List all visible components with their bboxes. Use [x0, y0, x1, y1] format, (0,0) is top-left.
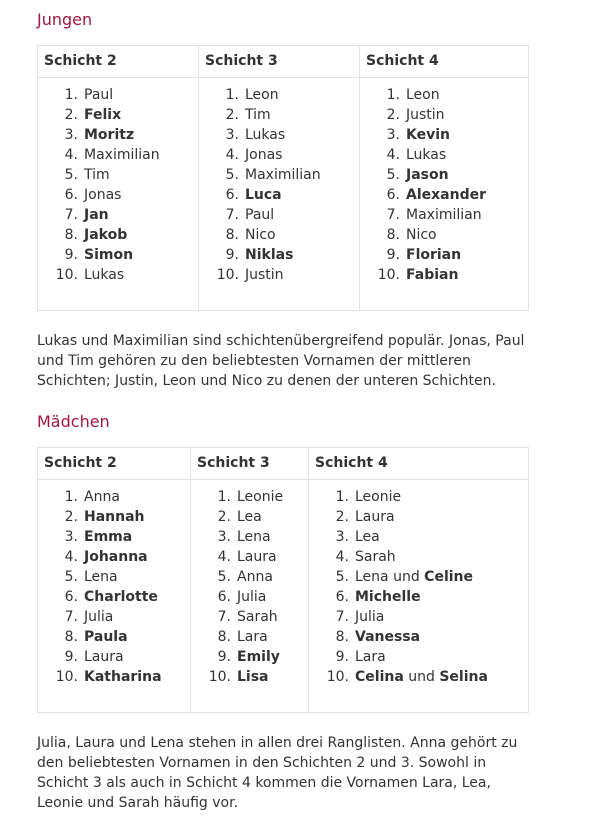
name-text: Laura: [84, 649, 124, 665]
rank-number: 4.: [225, 147, 239, 163]
rank-number: 5.: [217, 569, 231, 585]
rank-number: 1.: [225, 87, 239, 103]
name-text: Lara: [355, 649, 386, 665]
name-text: Lea: [237, 509, 262, 525]
boys-table-header-row: [38, 46, 529, 78]
rank-number: 4.: [217, 549, 231, 565]
rank-number: 5.: [335, 569, 349, 585]
rank-number: 1.: [386, 87, 400, 103]
list-item: [38, 547, 190, 567]
boys-name-list: [199, 85, 359, 285]
rank-number: 6.: [335, 589, 349, 605]
name-bold: Alexander: [406, 187, 486, 203]
list-item: [38, 205, 198, 225]
list-item: [38, 607, 190, 627]
name-bold: Selina: [439, 669, 488, 685]
girls-cell: [309, 480, 529, 713]
name-text: Sarah: [355, 549, 396, 565]
list-item: [309, 527, 528, 547]
rank-number: 3.: [225, 127, 239, 143]
list-item: [199, 145, 359, 165]
girls-col-header: Schicht 2: [38, 448, 191, 480]
list-item: [199, 85, 359, 105]
name-text: Leon: [245, 87, 279, 103]
rank-number: 4.: [64, 147, 78, 163]
list-item: [38, 145, 198, 165]
rank-number: 4.: [335, 549, 349, 565]
boys-table: [37, 45, 529, 311]
rank-number: 8.: [64, 227, 78, 243]
list-item: [38, 667, 190, 687]
list-item: [199, 125, 359, 145]
girls-col-header: Schicht 4: [309, 448, 529, 480]
list-item: [360, 185, 528, 205]
list-item: [38, 105, 198, 125]
rank-number: 9.: [335, 649, 349, 665]
rank-number: 7.: [64, 207, 78, 223]
name-text: Lena: [84, 569, 118, 585]
list-item: [360, 225, 528, 245]
list-item: [360, 105, 528, 125]
list-item: [309, 607, 528, 627]
rank-number: 9.: [64, 649, 78, 665]
rank-number: 10.: [216, 267, 239, 283]
rank-number: 1.: [64, 489, 78, 505]
rank-number: 5.: [225, 167, 239, 183]
girls-heading: Mädchen: [37, 412, 110, 431]
name-text: Leonie: [237, 489, 284, 505]
rank-number: 3.: [335, 529, 349, 545]
name-bold: Hannah: [84, 509, 145, 525]
list-item: [199, 165, 359, 185]
rank-number: 1.: [217, 489, 231, 505]
rank-number: 7.: [225, 207, 239, 223]
name-bold: Katharina: [84, 669, 162, 685]
list-item: [360, 165, 528, 185]
rank-number: 3.: [64, 529, 78, 545]
name-bold: Felix: [84, 107, 122, 123]
rank-number: 2.: [386, 107, 400, 123]
name-text: Lea: [355, 529, 380, 545]
rank-number: 2.: [64, 107, 78, 123]
list-item: [38, 487, 190, 507]
rank-number: 2.: [335, 509, 349, 525]
name-text: Anna: [237, 569, 273, 585]
name-text: Julia: [237, 589, 267, 605]
name-bold: Simon: [84, 247, 134, 263]
rank-number: 6.: [64, 589, 78, 605]
rank-number: 8.: [217, 629, 231, 645]
list-item: [191, 487, 308, 507]
rank-number: 5.: [64, 167, 78, 183]
name-bold: Jason: [406, 167, 449, 183]
name-text: Lukas: [245, 127, 286, 143]
list-item: [191, 507, 308, 527]
list-item: [191, 627, 308, 647]
boys-paragraph: Lukas und Maximilian sind schichtenübergreifend populär. Jonas, Paul und Tim gehören zu den beliebtesten Vornamen der mittleren Schichten; Justin, Leon und Nico zu denen der unteren Schichten.: [37, 333, 525, 389]
rank-number: 10.: [55, 669, 78, 685]
list-item: [360, 265, 528, 285]
name-text: Sarah: [237, 609, 278, 625]
rank-number: 10.: [208, 669, 231, 685]
girls-name-list: [309, 487, 528, 687]
list-item: [38, 647, 190, 667]
list-item: [38, 527, 190, 547]
rank-number: 1.: [64, 87, 78, 103]
name-text: Paul: [245, 207, 275, 223]
name-bold: Lisa: [237, 669, 269, 685]
girls-table: [37, 447, 529, 713]
list-item: [38, 185, 198, 205]
rank-number: 9.: [386, 247, 400, 263]
boys-col-header: Schicht 2: [38, 46, 199, 78]
name-bold: Kevin: [406, 127, 450, 143]
rank-number: 7.: [386, 207, 400, 223]
name-bold: Charlotte: [84, 589, 158, 605]
name-text: Lena: [237, 529, 271, 545]
rank-number: 2.: [225, 107, 239, 123]
girls-cell: [38, 480, 191, 713]
girls-name-list: [38, 487, 190, 687]
rank-number: 7.: [64, 609, 78, 625]
list-item: [38, 587, 190, 607]
list-item: [309, 667, 528, 687]
list-item: [360, 125, 528, 145]
list-item: [191, 607, 308, 627]
list-item: [38, 225, 198, 245]
rank-number: 5.: [386, 167, 400, 183]
rank-number: 3.: [386, 127, 400, 143]
list-item: [309, 547, 528, 567]
name-text: Jonas: [245, 147, 283, 163]
list-item: [360, 85, 528, 105]
list-item: [38, 567, 190, 587]
name-text: Lukas: [84, 267, 125, 283]
rank-number: 6.: [386, 187, 400, 203]
list-item: [38, 245, 198, 265]
list-item: [191, 587, 308, 607]
rank-number: 3.: [217, 529, 231, 545]
rank-number: 3.: [64, 127, 78, 143]
list-item: [309, 507, 528, 527]
name-text: Maximilian: [84, 147, 160, 163]
list-item: [360, 205, 528, 225]
rank-number: 1.: [335, 489, 349, 505]
list-item: [309, 587, 528, 607]
rank-number: 7.: [335, 609, 349, 625]
list-item: [38, 265, 198, 285]
list-item: [191, 527, 308, 547]
name-bold: Celina: [355, 669, 404, 685]
rank-number: 8.: [225, 227, 239, 243]
name-bold: Fabian: [406, 267, 459, 283]
name-bold: Jakob: [84, 227, 128, 243]
list-item: [38, 507, 190, 527]
boys-col-header: Schicht 4: [360, 46, 529, 78]
name-text: Leonie: [355, 489, 402, 505]
name-bold: Jan: [84, 207, 109, 223]
name-text: Tim: [84, 167, 110, 183]
list-item: [309, 487, 528, 507]
list-item: [191, 667, 308, 687]
list-item: [199, 225, 359, 245]
girls-cell: [191, 480, 309, 713]
name-bold: Paula: [84, 629, 128, 645]
list-item: [309, 647, 528, 667]
name-text: Lukas: [406, 147, 447, 163]
name-bold: Vanessa: [355, 629, 421, 645]
boys-name-list: [360, 85, 528, 285]
rank-number: 7.: [217, 609, 231, 625]
name-bold: Luca: [245, 187, 282, 203]
girls-table-header-row: [38, 448, 529, 480]
rank-number: 8.: [335, 629, 349, 645]
name-text: und: [388, 569, 425, 585]
name-text: Nico: [406, 227, 437, 243]
list-item: [360, 245, 528, 265]
rank-number: 6.: [64, 187, 78, 203]
rank-number: 6.: [217, 589, 231, 605]
rank-number: 2.: [217, 509, 231, 525]
name-bold: Celine: [424, 569, 474, 585]
boys-cell: [360, 78, 529, 311]
rank-number: 10.: [326, 669, 349, 685]
list-item: [38, 85, 198, 105]
name-bold: Emma: [84, 529, 133, 545]
list-item: [199, 245, 359, 265]
name-text: Laura: [355, 509, 395, 525]
list-item: [360, 145, 528, 165]
rank-number: 4.: [64, 549, 78, 565]
name-text: Julia: [355, 609, 385, 625]
boys-table-row: [38, 78, 529, 311]
rank-number: 8.: [64, 629, 78, 645]
name-text: Justin: [245, 267, 284, 283]
girls-col-header: Schicht 3: [191, 448, 309, 480]
boys-cell: [38, 78, 199, 311]
name-text: Lara: [237, 629, 268, 645]
list-item: [199, 105, 359, 125]
name-text: Anna: [84, 489, 120, 505]
name-text: Lena: [355, 569, 389, 585]
name-text: und: [403, 669, 440, 685]
name-text: Jonas: [84, 187, 122, 203]
boys-name-list: [38, 85, 198, 285]
name-text: Paul: [84, 87, 114, 103]
list-item: [199, 205, 359, 225]
name-text: Julia: [84, 609, 114, 625]
boys-col-header: Schicht 3: [199, 46, 360, 78]
name-bold: Emily: [237, 649, 280, 665]
name-bold: Florian: [406, 247, 462, 263]
list-item: [191, 647, 308, 667]
list-item: [309, 627, 528, 647]
name-bold: Niklas: [245, 247, 294, 263]
name-text: Nico: [245, 227, 276, 243]
girls-paragraph: Julia, Laura und Lena stehen in allen drei Ranglisten. Anna gehört zu den beliebtesten Vornamen in den Schichten 2 und 3. Sowohl in Schicht 3 als auch in Schicht 4 kommen die Vornamen Lara, Lea, Leonie und Sarah häufig vor.: [37, 735, 518, 811]
rank-number: 9.: [217, 649, 231, 665]
name-text: Maximilian: [245, 167, 321, 183]
rank-number: 9.: [64, 247, 78, 263]
name-bold: Moritz: [84, 127, 135, 143]
rank-number: 10.: [55, 267, 78, 283]
list-item: [199, 265, 359, 285]
boys-heading: Jungen: [37, 10, 93, 29]
list-item: [38, 627, 190, 647]
rank-number: 9.: [225, 247, 239, 263]
name-bold: Johanna: [84, 549, 148, 565]
list-item: [38, 165, 198, 185]
name-text: Tim: [245, 107, 271, 123]
rank-number: 4.: [386, 147, 400, 163]
list-item: [199, 185, 359, 205]
rank-number: 6.: [225, 187, 239, 203]
name-text: Laura: [237, 549, 277, 565]
rank-number: 5.: [64, 569, 78, 585]
list-item: [191, 567, 308, 587]
list-item: [309, 567, 528, 587]
girls-name-list: [191, 487, 308, 687]
rank-number: 2.: [64, 509, 78, 525]
boys-cell: [199, 78, 360, 311]
list-item: [191, 547, 308, 567]
rank-number: 10.: [377, 267, 400, 283]
girls-table-row: [38, 480, 529, 713]
name-bold: Michelle: [355, 589, 421, 605]
rank-number: 8.: [386, 227, 400, 243]
name-text: Maximilian: [406, 207, 482, 223]
name-text: Leon: [406, 87, 440, 103]
list-item: [38, 125, 198, 145]
name-text: Justin: [406, 107, 445, 123]
